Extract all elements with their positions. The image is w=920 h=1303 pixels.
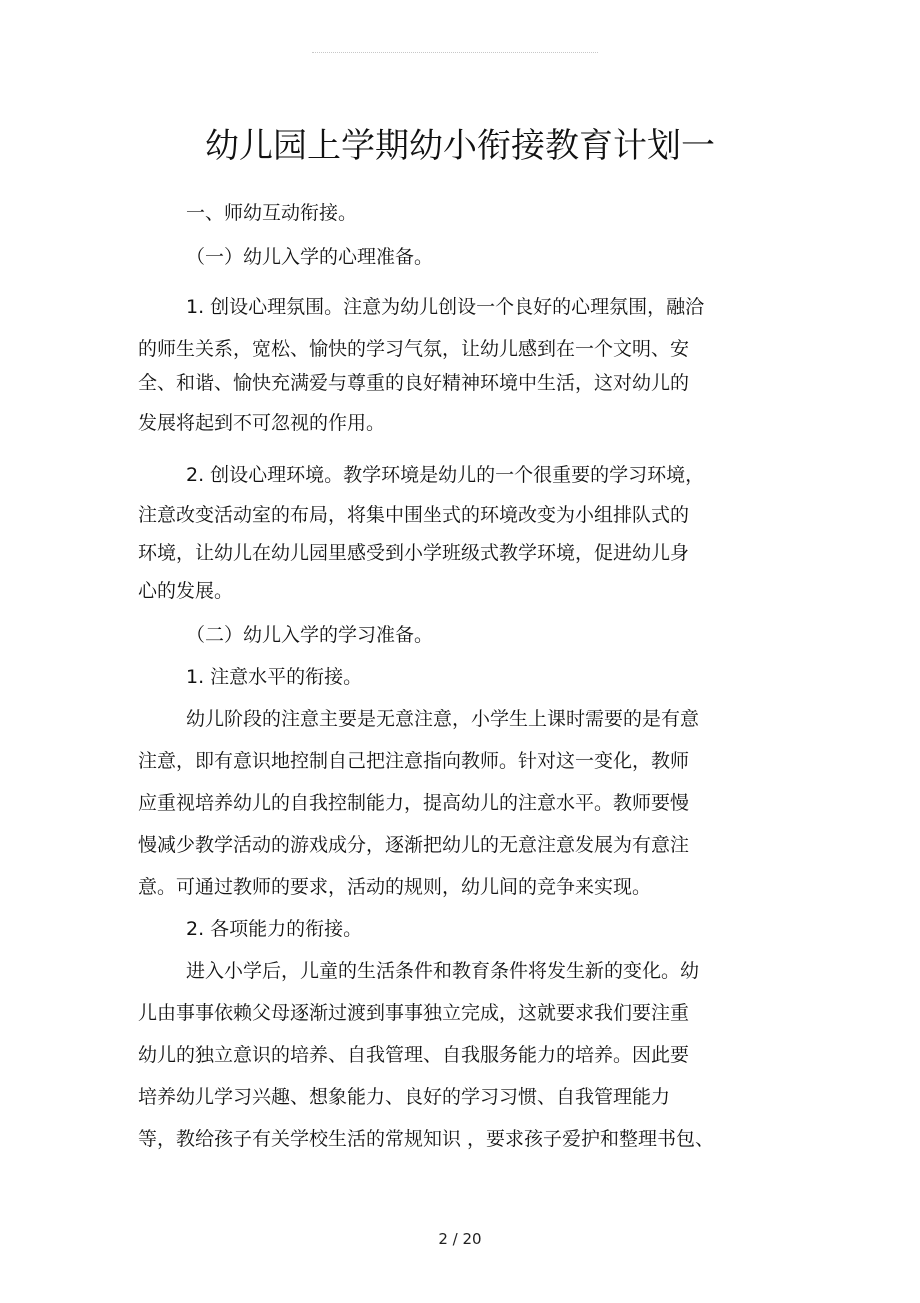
paragraph-line: 等，教给孩子有关学校生活的常规知识 ，要求孩子爱护和整理书包、: [138, 1128, 715, 1150]
paragraph-line: 应重视培养幼儿的自我控制能力，提高幼儿的注意水平。教师要慢: [138, 792, 690, 814]
paragraph-line: 意。可通过教师的要求，活动的规则，幼儿间的竞争来实现。: [138, 876, 652, 898]
paragraph-line: 进入小学后，儿童的生活条件和教育条件将发生新的变化。幼: [186, 960, 700, 982]
paragraph-line: 注意，即有意识地控制自己把注意指向教师。针对这一变化，教师: [138, 750, 690, 772]
paragraph-line: 全、和谐、愉快充满爱与尊重的良好精神环境中生活，这对幼儿的: [138, 372, 690, 394]
subheading-psych-prep: （一）幼儿入学的心理准备。: [186, 246, 434, 268]
subheading-abilities: 2. 各项能力的衔接。: [186, 918, 363, 940]
paragraph-line: 培养幼儿学习兴趣、想象能力、良好的学习习惯、自我管理能力: [138, 1086, 671, 1108]
document-title: 幼儿园上学期幼小衔接教育计划一: [205, 126, 715, 166]
subheading-study-prep: （二）幼儿入学的学习准备。: [186, 624, 434, 646]
paragraph-line: 的师生关系，宽松、愉快的学习气氛，让幼儿感到在一个文明、安: [138, 338, 690, 360]
paragraph-line: 1. 创设心理氛围。注意为幼儿创设一个良好的心理氛围，融洽: [186, 296, 705, 318]
paragraph-line: 心的发展。: [138, 580, 234, 602]
heading-section-1: 一、师幼互动衔接。: [186, 202, 358, 224]
paragraph-line: 儿由事事依赖父母逐渐过渡到事事独立完成，这就要求我们要注重: [138, 1002, 690, 1024]
paragraph-line: 幼儿的独立意识的培养、自我管理、自我服务能力的培养。因此要: [138, 1044, 690, 1066]
paragraph-line: 幼儿阶段的注意主要是无意注意，小学生上课时需要的是有意: [186, 708, 700, 730]
paragraph-line: 慢减少教学活动的游戏成分，逐渐把幼儿的无意注意发展为有意注: [138, 834, 690, 856]
paragraph-line: 环境，让幼儿在幼儿园里感受到小学班级式教学环境，促进幼儿身: [138, 542, 690, 564]
paragraph-line: 注意改变活动室的布局，将集中围坐式的环境改变为小组排队式的: [138, 504, 690, 526]
subheading-attention: 1. 注意水平的衔接。: [186, 666, 363, 688]
paragraph-line: 发展将起到不可忽视的作用。: [138, 412, 386, 434]
page-number: 2 / 20: [438, 1230, 482, 1248]
paragraph-line: 2. 创设心理环境。教学环境是幼儿的一个很重要的学习环境，: [186, 464, 705, 486]
header-rule: [312, 52, 598, 53]
